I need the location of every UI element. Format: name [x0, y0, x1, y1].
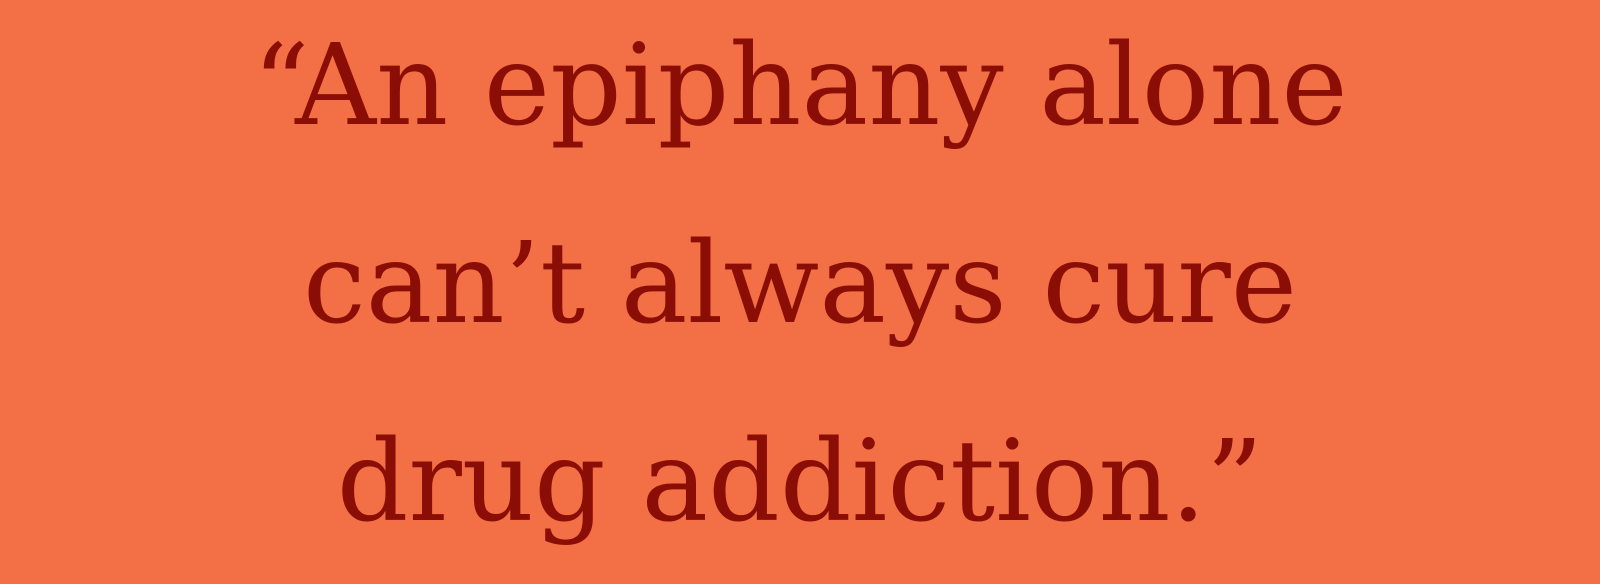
quote-line-3: drug addiction.”: [336, 417, 1264, 547]
quote-line-2: can’t always cure: [302, 219, 1298, 349]
quote-line-1: “An epiphany alone: [252, 21, 1348, 151]
